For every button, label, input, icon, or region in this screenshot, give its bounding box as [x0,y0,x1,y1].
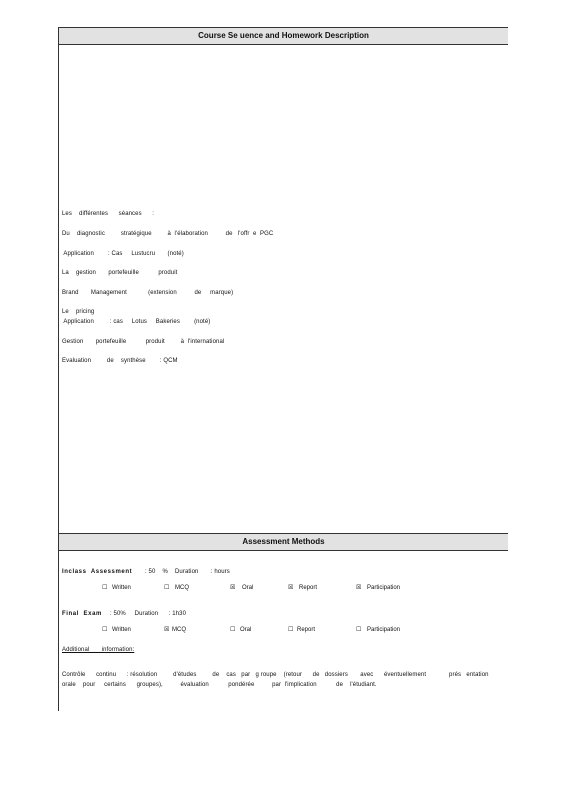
inclass-written-checkbox[interactable]: ☐ [102,585,108,591]
final-report-label: Report [297,627,316,633]
inclass-mcq-checkbox[interactable]: ☐ [164,585,170,591]
session-line: Le pricing [62,309,95,315]
final-oral-label: Oral [240,627,252,633]
inclass-report-label: Report [299,585,318,591]
session-line: Evaluation de synthèse : QCM [62,358,178,364]
inclass-report-checkbox[interactable]: ☒ [288,585,294,591]
final-written-checkbox[interactable]: ☐ [102,627,108,633]
session-line: Brand Management (extension de marque) [62,290,234,296]
inclass-assessment-title: Inclass Assessment [62,569,133,575]
final-exam-details: : 50% Duration : 1h30 [110,611,187,617]
final-participation-checkbox[interactable]: ☐ [356,627,362,633]
final-mcq-checkbox[interactable]: ☒ [164,627,170,633]
additional-information-label: Additional information: [62,647,135,653]
session-line: La gestion portefeuille produit [62,270,178,276]
inclass-mcq-label: MCQ [175,585,189,591]
sessions-heading: Les différentes séances : [62,211,155,217]
final-written-label: Written [112,627,131,633]
final-exam-title: Final Exam [62,611,102,617]
inclass-oral-checkbox[interactable]: ☒ [230,585,236,591]
final-oral-checkbox[interactable]: ☐ [230,627,236,633]
session-line: Application : cas Lotus Bakeries (noté) [62,319,211,325]
inclass-assessment-details: : 50 % Duration : hours [145,569,230,575]
final-mcq-label: MCQ [172,627,186,633]
inclass-written-label: Written [112,585,131,591]
inclass-participation-checkbox[interactable]: ☒ [356,585,362,591]
session-line: Gestion portefeuille produit à l'international [62,339,225,345]
additional-information-line: Contrôle continu : résolution d'études de cas par g roupe (retour de dossiers avec éventuellement prés entation [62,672,489,678]
inclass-oral-label: Oral [242,585,254,591]
additional-information-line: orale pour certains groupes), évaluation pondérée par l'implication de l'étudiant. [62,682,377,688]
inclass-participation-label: Participation [367,585,401,591]
final-participation-label: Participation [367,627,401,633]
assessment-methods-header: Assessment Methods [59,533,508,551]
session-line: Application : Cas Lustucru (noté) [62,251,184,257]
final-report-checkbox[interactable]: ☐ [288,627,294,633]
course-sequence-header: Course Se uence and Homework Description [59,28,508,45]
document-frame [58,27,508,711]
session-line: Du diagnostic stratégique à l'élaboration de l'offr e PGC [62,231,274,237]
